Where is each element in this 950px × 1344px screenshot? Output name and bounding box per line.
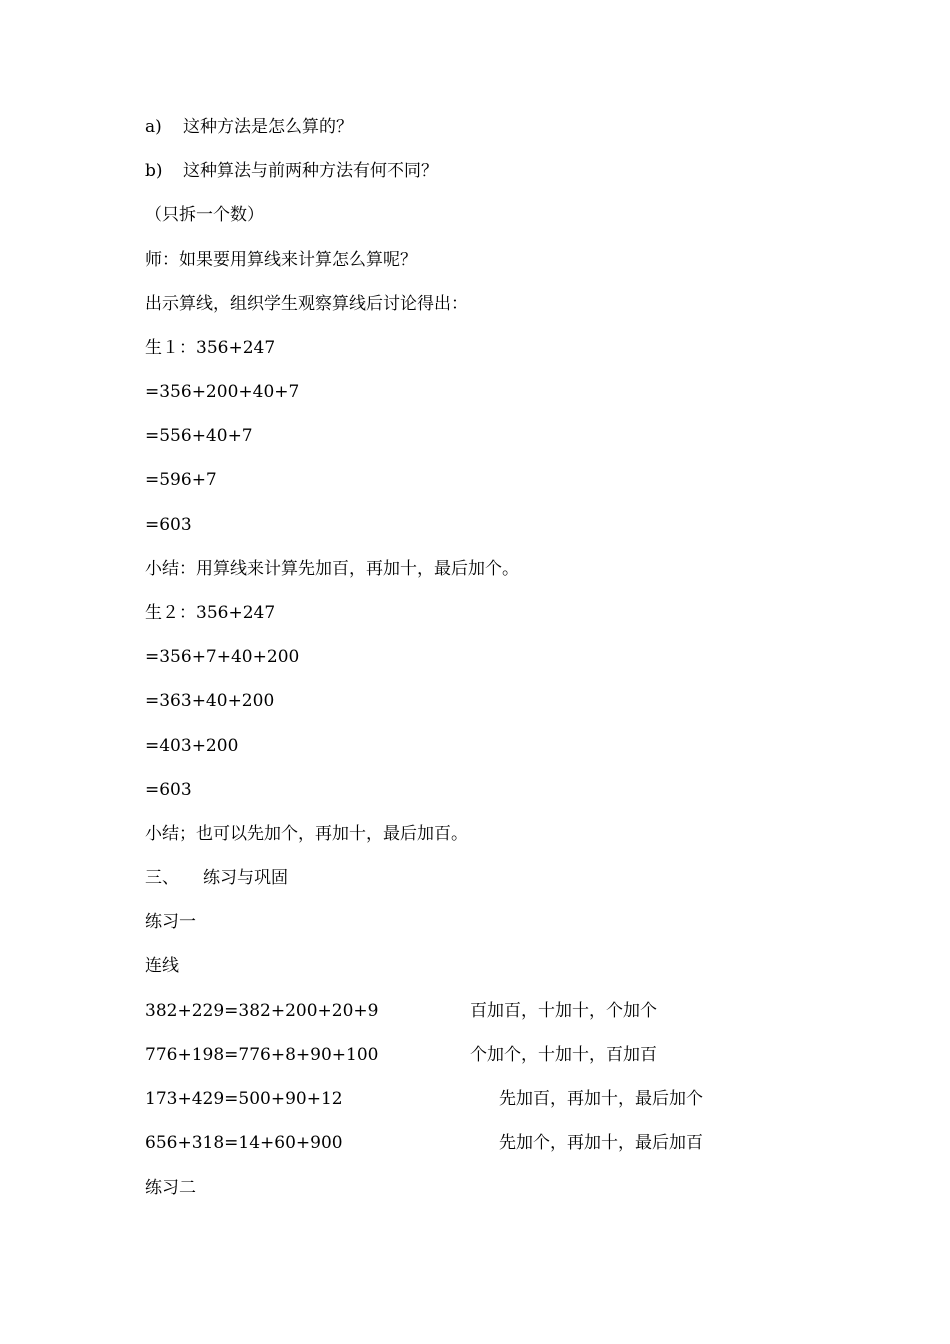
- list-marker: a): [145, 117, 162, 137]
- section-3-heading: [145, 867, 288, 889]
- student2-step: =356+7+40+200: [145, 647, 300, 667]
- question-b: [145, 160, 438, 182]
- student2-step: =363+40+200: [145, 691, 275, 711]
- section-title: 练习与巩固: [203, 868, 288, 888]
- student1-summary: 小结：用算线来计算先加百，再加十，最后加个。: [145, 559, 519, 579]
- question-a: [145, 116, 353, 138]
- matching-left-item: 656+318=14+60+900: [145, 1133, 343, 1153]
- instruction: 出示算线，组织学生观察算线后讨论得出：: [145, 294, 468, 314]
- exercise-2-label: 练习二: [145, 1178, 196, 1198]
- student2-summary: 小结；也可以先加个，再加十，最后加百。: [145, 824, 468, 844]
- student2-step: =603: [145, 780, 192, 800]
- note-split: （只拆一个数）: [145, 205, 264, 225]
- section-number: 三、: [145, 868, 179, 888]
- student1-header: 生１：356+247: [145, 338, 276, 358]
- matching-left-item: 776+198=776+8+90+100: [145, 1045, 379, 1065]
- list-marker: b): [145, 161, 163, 181]
- question-text: 这种方法是怎么算的？: [183, 117, 353, 137]
- student1-step: =556+40+7: [145, 426, 253, 446]
- matching-right-item: 先加百，再加十，最后加个: [499, 1089, 703, 1109]
- matching-right-item: 个加个，十加十，百加百: [470, 1045, 657, 1065]
- student1-step: =596+7: [145, 470, 217, 490]
- matching-left-item: 382+229=382+200+20+9: [145, 1001, 379, 1021]
- student2-step: =403+200: [145, 736, 239, 756]
- exercise-1-label: 练习一: [145, 912, 196, 932]
- student1-step: =356+200+40+7: [145, 382, 300, 402]
- matching-label: 连线: [145, 956, 179, 976]
- matching-right-item: 先加个，再加十，最后加百: [499, 1133, 703, 1153]
- student1-step: =603: [145, 515, 192, 535]
- question-text: 这种算法与前两种方法有何不同？: [183, 161, 438, 181]
- student2-header: 生２：356+247: [145, 603, 276, 623]
- matching-left-item: 173+429=500+90+12: [145, 1089, 343, 1109]
- matching-right-item: 百加百，十加十，个加个: [470, 1001, 657, 1021]
- teacher-question: 师：如果要用算线来计算怎么算呢？: [145, 250, 417, 270]
